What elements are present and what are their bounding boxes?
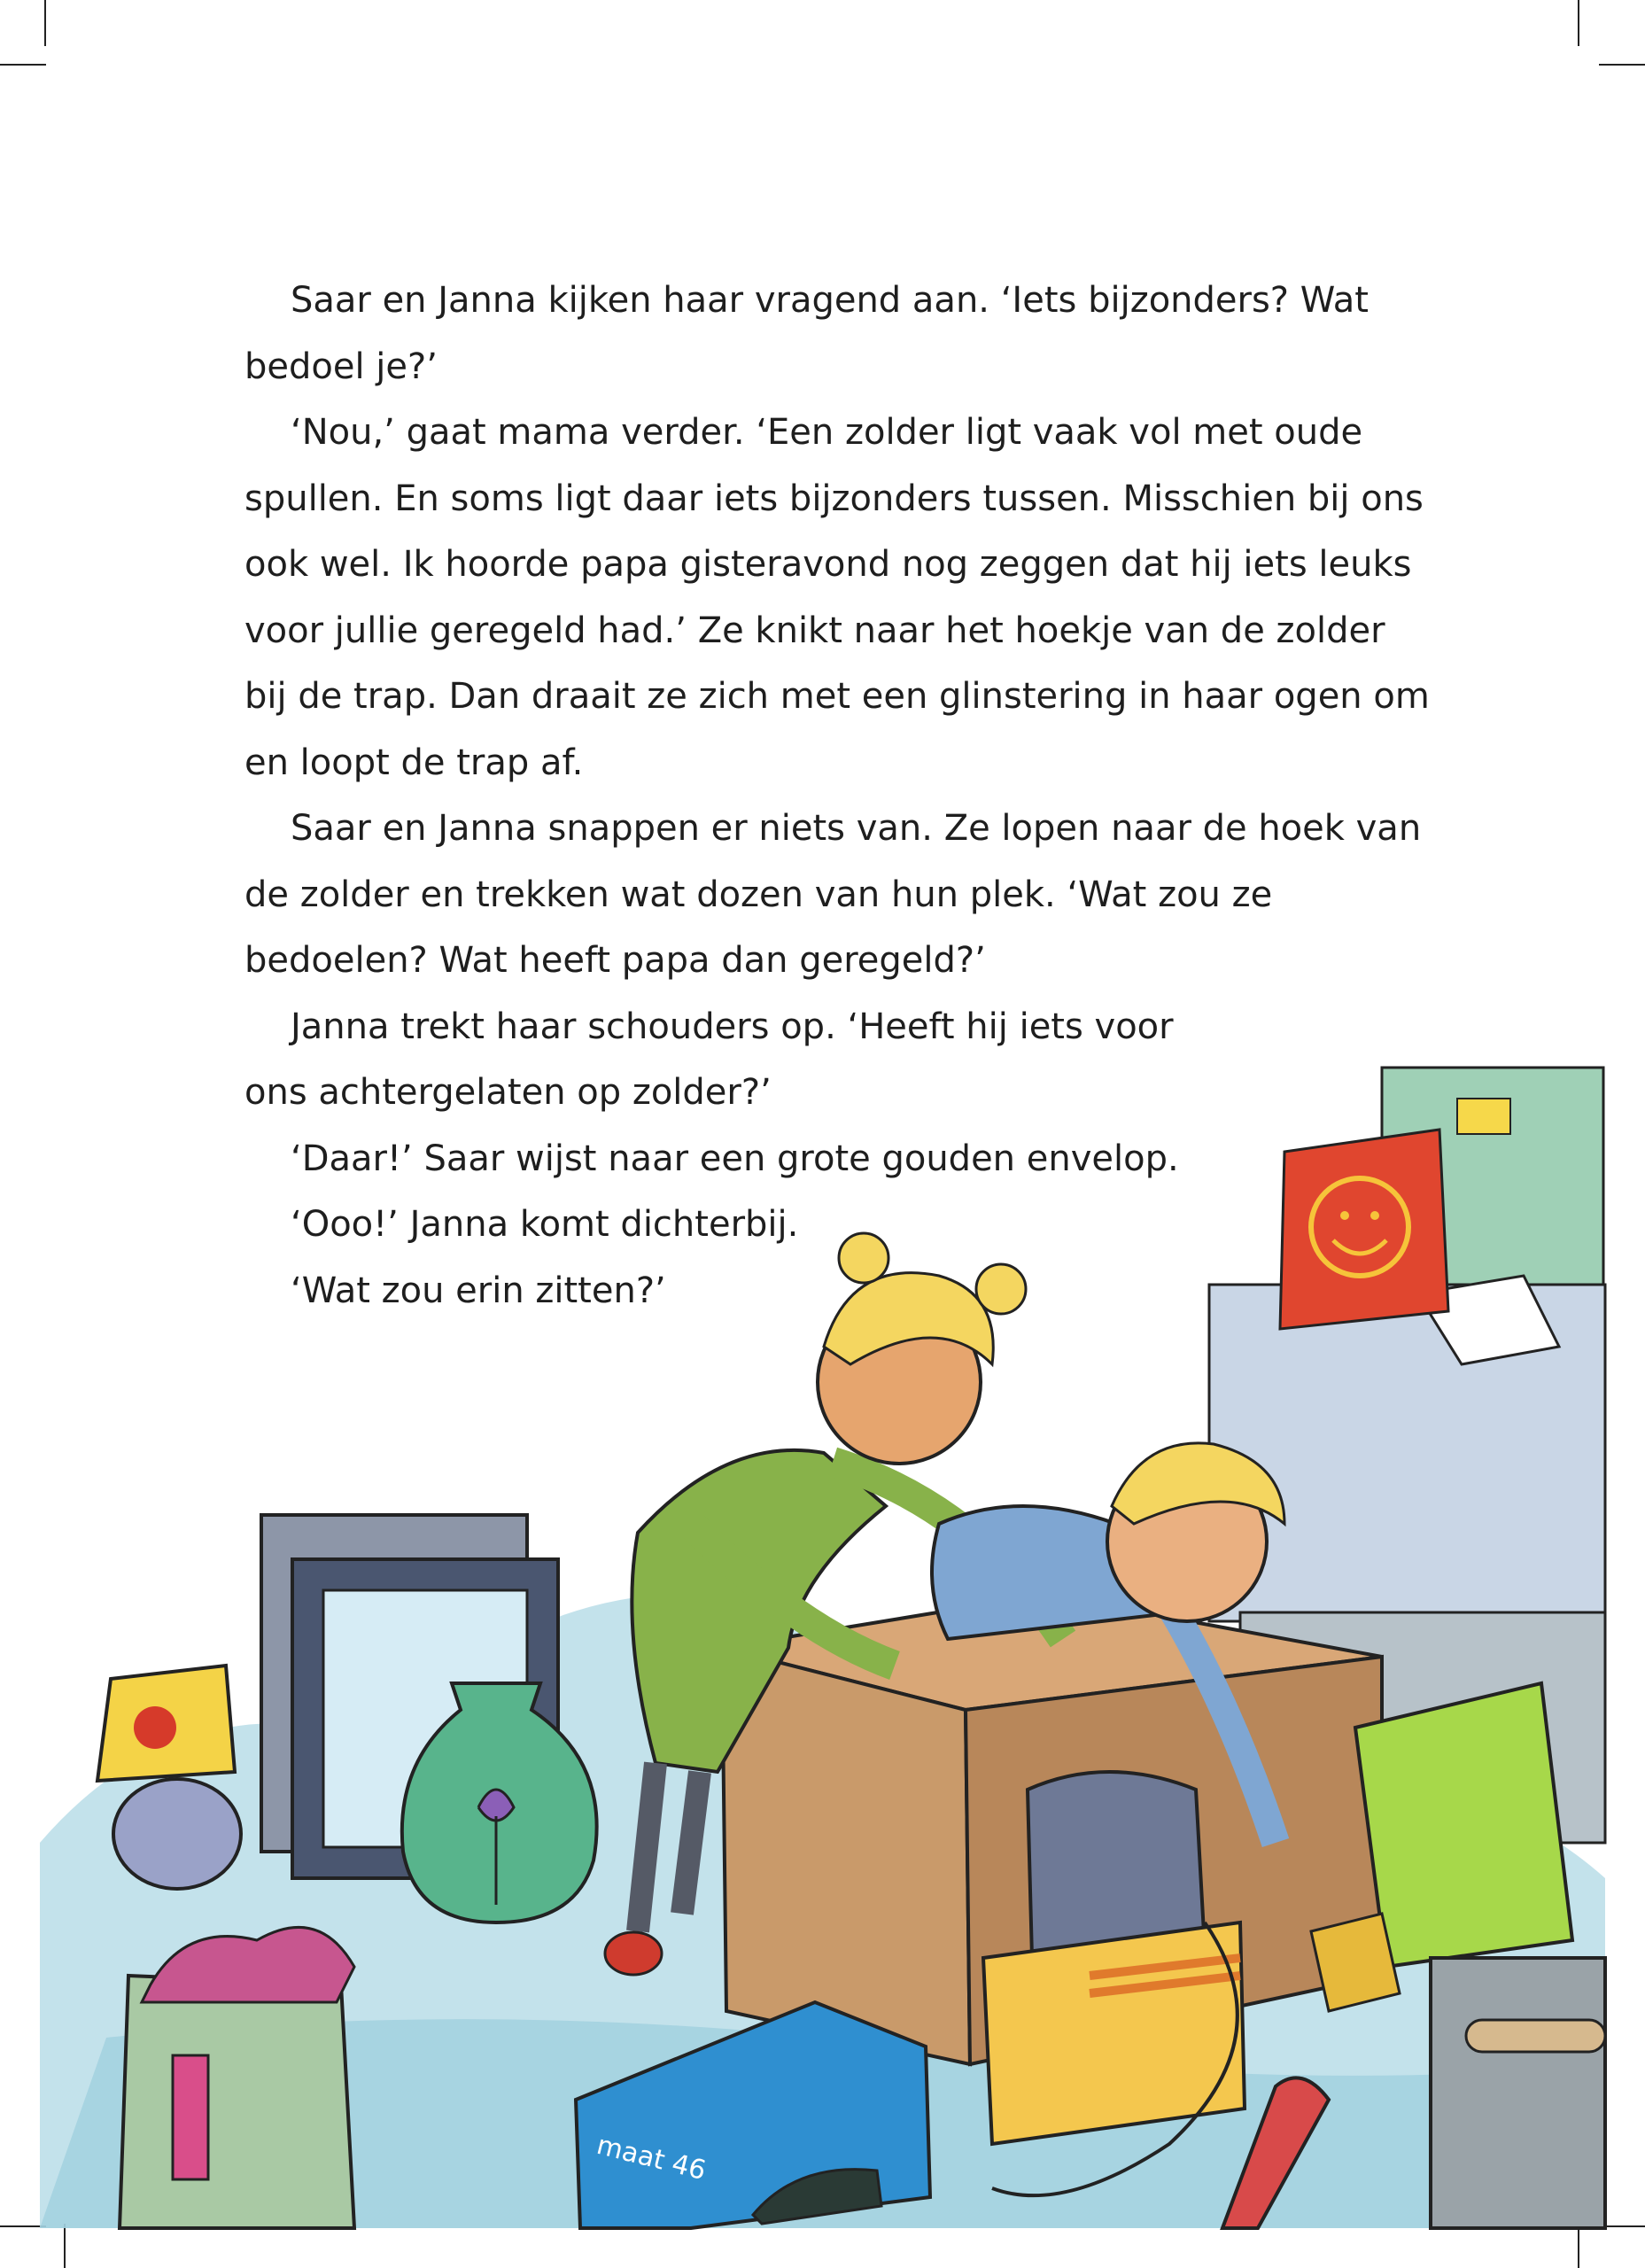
rolled-tube xyxy=(1466,2020,1605,2052)
paragraph-4: Janna trekt haar schouders op. ‘Heeft hij iets voor ons achtergelaten op zolder?’ xyxy=(244,1006,1174,1113)
paragraph-3: Saar en Janna snappen er niets van. Ze lopen naar de hoek van de zolder en trekken wat dozen van hun plek. ‘Wat zou ze bedoelen? Wat heeft papa dan geregeld?’ xyxy=(244,808,1422,981)
striped-sock xyxy=(173,2055,208,2179)
green-canvas xyxy=(1355,1683,1572,1967)
golden-envelope xyxy=(1311,1914,1400,2011)
paragraph-5: ‘Daar!’ Saar wijst naar een grote gouden envelop. xyxy=(291,1138,1179,1179)
lamp-flower xyxy=(134,1706,176,1749)
lamp-base xyxy=(113,1779,241,1889)
paragraph-6: ‘Ooo!’ Janna komt dichterbij. xyxy=(291,1204,799,1245)
paragraph-7: ‘Wat zou erin zitten?’ xyxy=(291,1270,666,1311)
grey-crate xyxy=(1431,1958,1605,2228)
girl-shoe xyxy=(605,1932,662,1975)
paragraph-2: ‘Nou,’ gaat mama verder. ‘Een zolder ligt vaak vol met oude spullen. En soms ligt daar iets bijzonders tussen. Misschien bij ons ook wel. Ik hoorde papa gisteravond nog zeggen dat hij iets leuks voor jullie geregeld had.’ Ze knikt naar het hoekje van de zolder bij de trap. Dan draait ze zich met een glinstering in haar ogen om en loopt de trap af. xyxy=(244,412,1430,783)
sticky-note xyxy=(1457,1099,1510,1134)
shoebox-label: maat 46 xyxy=(594,2129,710,2187)
story-text xyxy=(244,268,1432,1324)
paragraph-1: Saar en Janna kijken haar vragend aan. ‘Iets bijzonders? Wat bedoel je?’ xyxy=(244,280,1369,387)
clothes-bag xyxy=(120,1976,354,2228)
cardboard-box-front xyxy=(722,1648,970,2064)
yellow-box xyxy=(983,1922,1245,2144)
